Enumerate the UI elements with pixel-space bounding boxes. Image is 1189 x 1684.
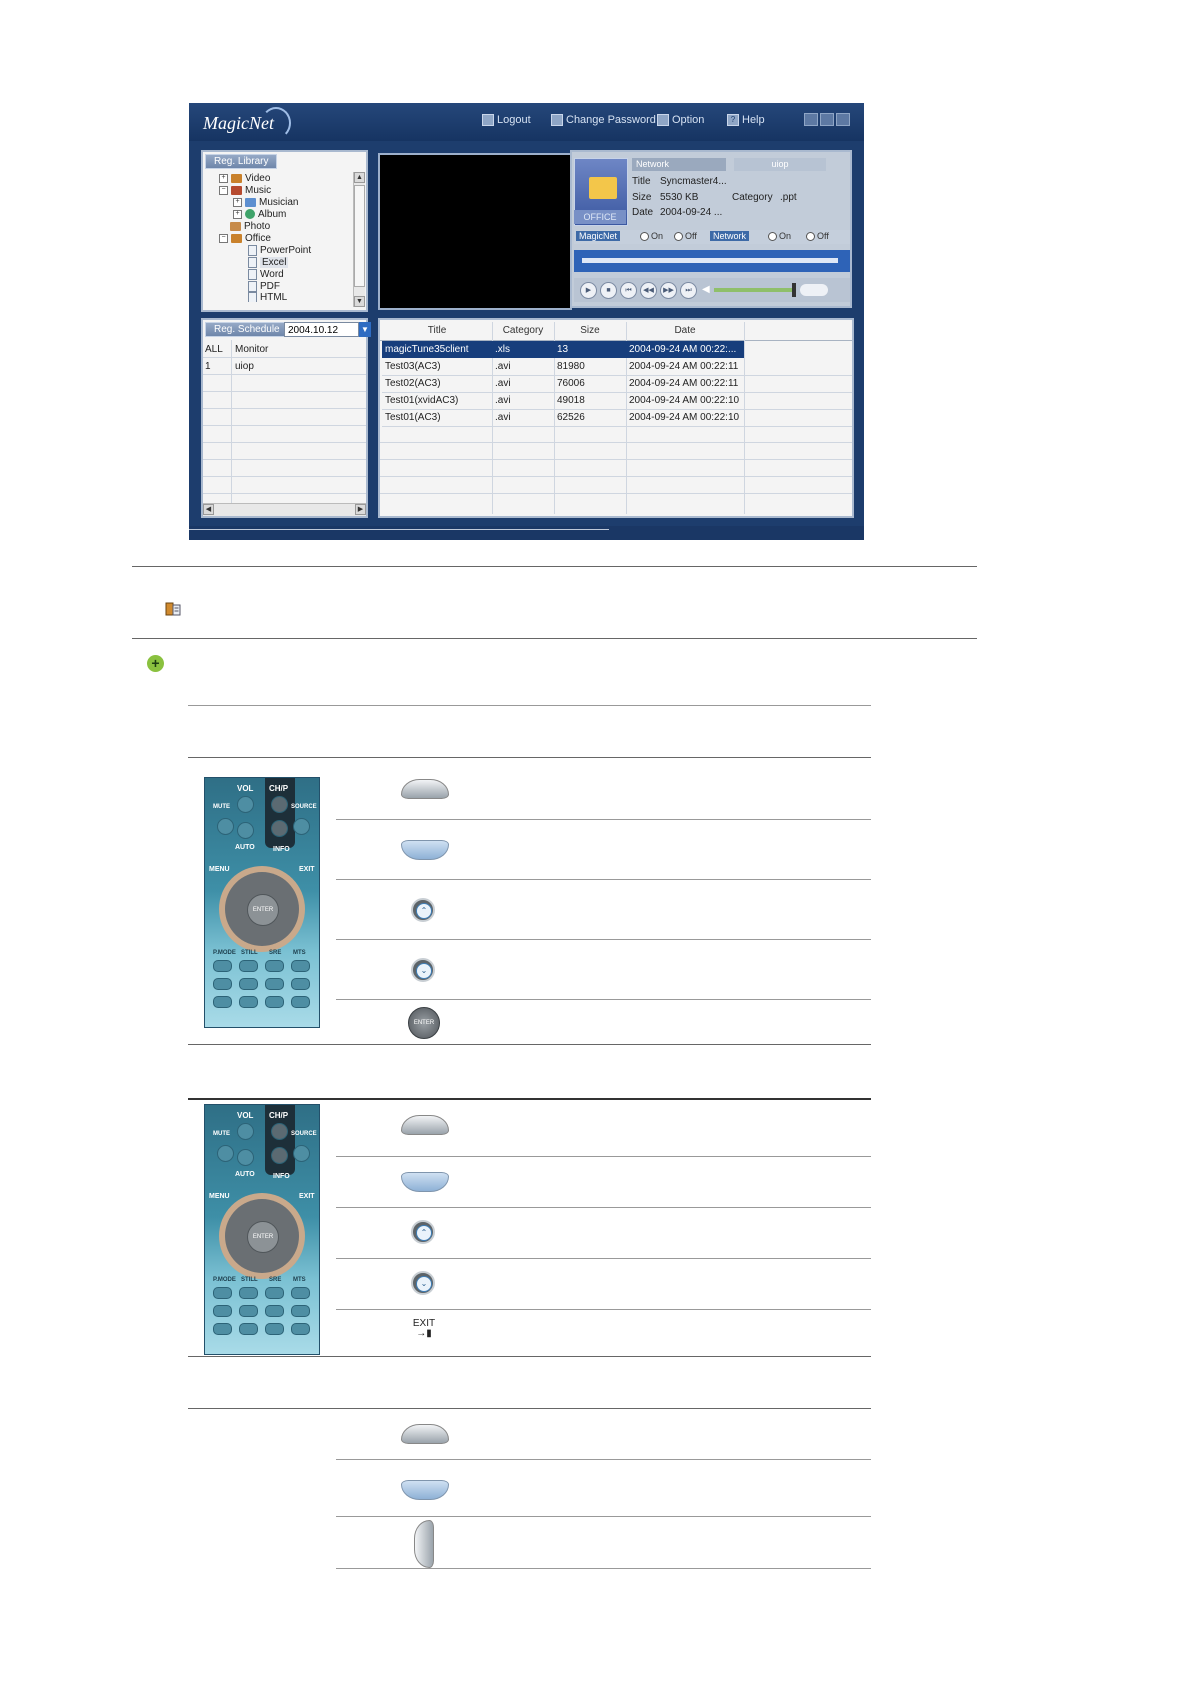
mute-button <box>217 1145 234 1162</box>
column-header-title[interactable]: Title <box>427 325 447 336</box>
title-label: Title <box>632 176 651 187</box>
row-divider <box>336 1207 871 1208</box>
office-folder-icon <box>231 234 242 243</box>
down-chevron-icon: ⌄ <box>416 1276 432 1292</box>
file-row[interactable] <box>382 392 852 410</box>
volume-slider[interactable] <box>714 288 794 292</box>
remote-button <box>291 960 310 972</box>
chp-label: CH/P <box>269 784 289 793</box>
file-list-panel <box>378 318 854 518</box>
channel-down-icon <box>411 958 435 982</box>
volume-down-button <box>237 822 254 839</box>
close-button[interactable] <box>836 113 850 126</box>
vol-label: VOL <box>237 1111 254 1120</box>
magicnet-on-radio[interactable] <box>640 231 663 241</box>
file-category: .avi <box>495 378 511 389</box>
playback-controls <box>574 278 850 302</box>
grid-divider <box>203 493 366 494</box>
row-divider <box>336 939 871 940</box>
note-icon <box>165 601 181 617</box>
grid-divider <box>203 476 366 477</box>
remote-button <box>239 996 258 1008</box>
chp-label: CH/P <box>269 1111 289 1120</box>
tree-label: Album <box>258 208 287 220</box>
remote-button <box>265 1323 284 1335</box>
remote-button <box>291 1305 310 1317</box>
file-row[interactable] <box>382 358 852 376</box>
balance-slider[interactable] <box>800 284 828 296</box>
tree-item-excel[interactable] <box>248 256 288 268</box>
grid-divider <box>203 357 366 358</box>
row-divider <box>336 879 871 880</box>
channel-up-icon <box>411 1220 435 1244</box>
row-divider <box>336 999 871 1000</box>
tree-label: Photo <box>244 220 271 232</box>
document-icon <box>248 292 257 302</box>
title-bar <box>189 103 864 141</box>
source-label: SOURCE <box>291 1131 317 1137</box>
remote-button <box>213 996 232 1008</box>
mts-label: MTS <box>293 1277 306 1283</box>
section-divider <box>132 566 977 567</box>
remote-button <box>265 1305 284 1317</box>
auto-label: AUTO <box>235 1171 255 1178</box>
mute-button <box>217 818 234 835</box>
chevron-down-icon[interactable]: ▼ <box>359 322 371 337</box>
grid-divider <box>203 425 366 426</box>
still-label: STILL <box>241 950 258 956</box>
tree-label: Office <box>245 232 271 244</box>
library-header: Reg. Library <box>205 154 277 169</box>
change-password-button[interactable] <box>551 114 656 126</box>
source-button <box>293 1145 310 1162</box>
option-label: Option <box>672 114 705 126</box>
grid-divider <box>380 493 852 494</box>
grid-divider <box>380 442 852 443</box>
file-title: magicTune35client <box>385 344 469 355</box>
tree-item-html[interactable] <box>248 292 287 302</box>
help-label: Help <box>742 114 765 126</box>
tree-item-musician[interactable] <box>233 196 298 208</box>
exit-label: EXIT <box>299 866 315 873</box>
file-category: .xls <box>495 344 510 355</box>
volume-icon[interactable]: ◀ <box>702 284 710 295</box>
help-icon: ? <box>727 114 739 126</box>
scroll-down-icon[interactable]: ▼ <box>354 296 365 307</box>
remote-button <box>213 1287 232 1299</box>
exit-label: EXIT <box>299 1193 315 1200</box>
video-preview[interactable] <box>378 153 572 310</box>
schedule-date-field[interactable]: 2004.10.12 <box>284 322 359 337</box>
remote-button <box>213 978 232 990</box>
remote-button <box>291 978 310 990</box>
logo-swoosh-icon <box>261 107 291 139</box>
logout-button[interactable] <box>482 114 531 126</box>
schedule-panel <box>201 318 368 518</box>
network-off-radio[interactable] <box>806 231 829 241</box>
magicnet-logo: MagicNet <box>203 113 274 133</box>
channel-down-button <box>271 1147 288 1164</box>
column-header-size[interactable]: Size <box>580 325 600 336</box>
expand-icon[interactable]: + <box>219 174 228 183</box>
source-button <box>293 818 310 835</box>
network-badge: Network <box>710 231 749 241</box>
expand-icon[interactable]: + <box>233 210 242 219</box>
up-chevron-icon: ⌃ <box>416 903 432 919</box>
library-panel <box>201 150 368 312</box>
library-scrollbar[interactable] <box>353 172 365 307</box>
volume-button <box>237 796 254 813</box>
collapse-icon[interactable]: − <box>219 186 228 195</box>
grid-divider <box>203 408 366 409</box>
toggle-bar <box>574 230 850 244</box>
on-label: On <box>779 231 792 241</box>
schedule-hscrollbar[interactable] <box>203 503 366 516</box>
stop-icon[interactable]: ■ <box>600 282 617 299</box>
music-folder-icon <box>231 186 242 195</box>
volume-down-arc-icon <box>401 1480 449 1500</box>
tree-item-photo[interactable] <box>230 220 270 232</box>
date-value: 2004-09-24 ... <box>660 207 723 218</box>
tree-item-album[interactable] <box>233 208 286 220</box>
remote-button <box>291 1287 310 1299</box>
file-date: 2004-09-24 AM 00:22:11 <box>629 378 739 389</box>
scroll-up-icon[interactable]: ▲ <box>354 172 365 183</box>
scroll-left-icon[interactable]: ◀ <box>203 504 214 515</box>
play-pause-icon[interactable]: ▶ <box>580 282 597 299</box>
schedule-row-id[interactable]: ALL <box>205 344 223 355</box>
off-label: Off <box>685 231 697 241</box>
table-rule <box>188 1408 871 1409</box>
previous-icon[interactable]: ⏮ <box>620 282 637 299</box>
tree-item-powerpoint[interactable] <box>248 244 311 256</box>
volume-down-button <box>237 1149 254 1166</box>
next-icon[interactable]: ⏭ <box>680 282 697 299</box>
tree-label: PowerPoint <box>260 244 312 256</box>
section-divider <box>132 638 977 639</box>
date-label: Date <box>632 207 654 218</box>
remote-control-image <box>204 777 320 1028</box>
remote-control-image <box>204 1104 320 1355</box>
grid-divider <box>203 391 366 392</box>
tree-label: Music <box>245 184 272 196</box>
table-rule <box>188 1044 871 1045</box>
file-date: 2004-09-24 AM 00:22:... <box>629 344 737 355</box>
volume-up-arc-icon <box>401 779 449 799</box>
network-label: Network <box>632 158 726 171</box>
mute-label: MUTE <box>213 1131 230 1137</box>
file-size: 62526 <box>557 412 585 423</box>
file-date: 2004-09-24 AM 00:22:10 <box>629 412 740 423</box>
tree-label: Musician <box>259 196 299 208</box>
file-row-selected[interactable] <box>382 341 744 358</box>
info-label: INFO <box>273 846 290 853</box>
help-button[interactable] <box>727 114 765 126</box>
volume-down-arc-icon <box>401 1172 449 1192</box>
remote-button <box>265 996 284 1008</box>
remote-button <box>213 960 232 972</box>
volume-up-arc-icon <box>401 1424 449 1444</box>
left-arc-icon <box>414 1520 434 1568</box>
schedule-row-id[interactable]: 1 <box>205 361 211 372</box>
category-value: .ppt <box>780 192 797 203</box>
exit-button-icon <box>409 1318 439 1339</box>
file-date: 2004-09-24 AM 00:22:10 <box>629 395 740 406</box>
file-size: 13 <box>557 344 569 355</box>
file-size: 76006 <box>557 378 585 389</box>
change-password-icon <box>551 114 563 126</box>
volume-down-arc-icon <box>401 840 449 860</box>
remote-button <box>213 1305 232 1317</box>
enter-button-icon: ENTER <box>408 1007 440 1039</box>
column-header-category[interactable]: Category <box>502 325 544 336</box>
row-divider <box>336 1156 871 1157</box>
folder-icon <box>589 177 617 199</box>
document-icon <box>248 245 257 256</box>
title-value: Syncmaster4... <box>660 176 727 187</box>
file-title: Test02(AC3) <box>385 378 441 389</box>
grid-divider <box>203 459 366 460</box>
volume-up-arc-icon <box>401 1115 449 1135</box>
scroll-thumb[interactable] <box>354 185 365 287</box>
size-value: 5530 KB <box>660 192 699 203</box>
grid-divider <box>380 459 852 460</box>
tree-item-music[interactable] <box>219 184 271 196</box>
schedule-row-name[interactable]: Monitor <box>235 344 269 355</box>
row-divider <box>336 1516 871 1517</box>
tree-label: HTML <box>260 292 288 302</box>
progress-bar[interactable] <box>574 250 850 272</box>
logout-icon <box>482 114 494 126</box>
info-label: INFO <box>273 1173 290 1180</box>
collapse-icon[interactable]: − <box>219 234 228 243</box>
category-label: Category <box>732 192 773 203</box>
mute-label: MUTE <box>213 804 230 810</box>
network-on-radio[interactable] <box>768 231 791 241</box>
radio-icon[interactable] <box>674 232 683 241</box>
channel-down-icon <box>411 1271 435 1295</box>
scroll-right-icon[interactable]: ▶ <box>355 504 366 515</box>
tree-item-pdf[interactable] <box>248 280 280 292</box>
row-divider <box>336 1258 871 1259</box>
auto-label: AUTO <box>235 844 255 851</box>
expand-icon[interactable]: + <box>233 198 242 207</box>
file-row[interactable] <box>382 409 852 427</box>
progress-track <box>582 258 838 263</box>
source-label: SOURCE <box>291 804 317 810</box>
remote-button <box>239 1287 258 1299</box>
remote-button <box>239 1305 258 1317</box>
tree-label: Video <box>245 172 271 184</box>
enter-center: ENTER <box>247 1221 279 1253</box>
grid-divider <box>231 340 232 505</box>
menu-label: MENU <box>209 1193 230 1200</box>
channel-up-button <box>271 796 288 813</box>
remote-button <box>239 1323 258 1335</box>
file-size: 81980 <box>557 361 585 372</box>
table-rule <box>188 1356 871 1357</box>
file-category: .avi <box>495 395 511 406</box>
tree-item-office[interactable] <box>219 232 271 244</box>
document-icon <box>248 281 257 292</box>
tree-label-selected: Excel <box>262 256 287 268</box>
grid-divider <box>380 476 852 477</box>
file-category: .avi <box>495 412 511 423</box>
magicnet-badge: MagicNet <box>576 231 620 241</box>
minimize-button[interactable] <box>804 113 818 126</box>
off-label: Off <box>817 231 829 241</box>
content-info-panel <box>570 150 852 308</box>
album-icon <box>245 209 255 219</box>
video-folder-icon <box>231 174 242 183</box>
pmode-label: P.MODE <box>213 950 236 956</box>
table-top-rule <box>188 705 871 706</box>
photo-folder-icon <box>230 222 241 231</box>
remote-button <box>291 1323 310 1335</box>
down-chevron-icon: ⌄ <box>416 963 432 979</box>
remote-button <box>265 978 284 990</box>
remote-button <box>265 1287 284 1299</box>
table-rule <box>188 1098 871 1100</box>
document-icon <box>248 257 257 268</box>
magicnet-off-radio[interactable] <box>674 231 697 241</box>
tree-label: PDF <box>260 280 280 292</box>
table-rule <box>188 757 871 758</box>
remote-button <box>213 1323 232 1335</box>
row-divider <box>336 1459 871 1460</box>
option-button[interactable] <box>657 114 704 126</box>
radio-icon[interactable] <box>768 232 777 241</box>
up-chevron-icon: ⌃ <box>416 1225 432 1241</box>
enter-center: ENTER <box>247 894 279 926</box>
volume-button <box>237 1123 254 1140</box>
magicnet-toggle-label <box>576 231 620 241</box>
vol-label: VOL <box>237 784 254 793</box>
file-category: .avi <box>495 361 511 372</box>
plus-icon: + <box>147 655 164 672</box>
rewind-icon[interactable]: ◀◀ <box>640 282 657 299</box>
row-divider <box>336 819 871 820</box>
sre-label: SRE <box>269 950 282 956</box>
tree-item-video[interactable] <box>219 172 270 184</box>
remote-button <box>291 996 310 1008</box>
network-toggle-label <box>710 231 749 241</box>
exit-label: EXIT <box>412 1318 436 1329</box>
logout-label: Logout <box>497 114 531 126</box>
file-row[interactable] <box>382 375 852 393</box>
remote-button <box>265 960 284 972</box>
volume-knob[interactable] <box>792 283 796 297</box>
grid-divider <box>203 374 366 375</box>
option-icon <box>657 114 669 126</box>
on-label: On <box>651 231 664 241</box>
thumbnail-label: OFFICE <box>574 210 626 224</box>
musician-icon <box>245 198 256 207</box>
file-title: Test01(xvidAC3) <box>385 395 459 406</box>
status-divider <box>189 529 609 530</box>
radio-icon[interactable] <box>806 232 815 241</box>
row-divider <box>336 1309 871 1310</box>
channel-up-button <box>271 1123 288 1140</box>
channel-up-icon <box>411 898 435 922</box>
remote-button <box>239 960 258 972</box>
network-value: uiop <box>734 158 826 171</box>
exit-arrow-icon: →▮ <box>416 1328 432 1339</box>
magicnet-window <box>189 103 864 540</box>
fast-forward-icon[interactable]: ▶▶ <box>660 282 677 299</box>
change-password-label: Change Password <box>566 114 656 126</box>
size-label: Size <box>632 192 652 203</box>
still-label: STILL <box>241 1277 258 1283</box>
file-title: Test03(AC3) <box>385 361 441 372</box>
menu-label: MENU <box>209 866 230 873</box>
mts-label: MTS <box>293 950 306 956</box>
document-icon <box>248 269 257 280</box>
schedule-row-name[interactable]: uiop <box>235 361 254 372</box>
tree-label: Word <box>260 268 284 280</box>
sre-label: SRE <box>269 1277 282 1283</box>
tree-item-word[interactable] <box>248 268 284 280</box>
file-date: 2004-09-24 AM 00:22:11 <box>629 361 739 372</box>
remote-button <box>239 978 258 990</box>
grid-divider <box>203 442 366 443</box>
pmode-label: P.MODE <box>213 1277 236 1283</box>
file-title: Test01(AC3) <box>385 412 441 423</box>
maximize-button[interactable] <box>820 113 834 126</box>
file-size: 49018 <box>557 395 585 406</box>
schedule-header: Reg. Schedule <box>205 322 289 337</box>
row-divider <box>336 1568 871 1569</box>
channel-down-button <box>271 820 288 837</box>
radio-icon[interactable] <box>640 232 649 241</box>
column-header-date[interactable]: Date <box>674 325 696 336</box>
